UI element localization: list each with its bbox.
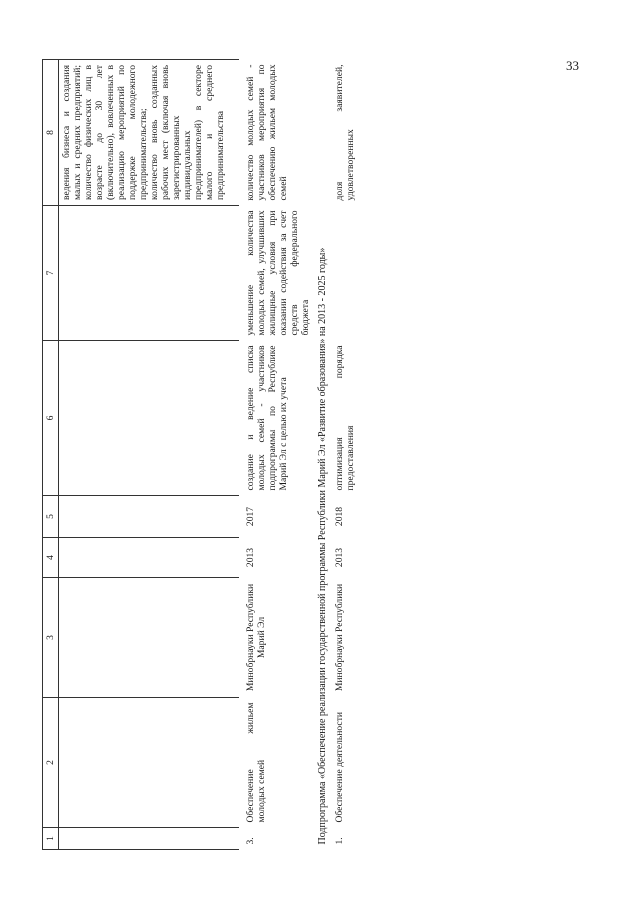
header-cell-4: 4 [43, 538, 59, 578]
rotated-page-content [42, 60, 562, 850]
header-cell-5: 5 [43, 496, 59, 538]
table-row [328, 60, 356, 850]
expected-result: создание и ведение списка молодых семей - участников подпрограммы по Республике Марий Эл с целью их учета [245, 345, 289, 491]
header-cell-8: 8 [43, 60, 59, 206]
cont-cell-7 [59, 206, 240, 341]
cont-cell-5 [59, 496, 240, 538]
cont-cell-2 [59, 698, 240, 828]
expected-result: оптимизация порядка предоставления [334, 345, 356, 491]
cont-cell-6 [59, 341, 240, 496]
executor: Минобрнауки Республики [334, 583, 345, 692]
continuation-row [59, 60, 240, 850]
cont-cell-4 [59, 538, 240, 578]
start-year: 2013 [334, 547, 345, 568]
row-number: 3. [245, 837, 256, 845]
page-number: 33 [566, 58, 579, 73]
start-year: 2013 [245, 547, 256, 568]
table-row [239, 60, 311, 850]
header-cell-7: 7 [43, 206, 59, 341]
non-implementation-consequence: уменьшение количества молодых семей, улучшивших жилищные условия при оказании содействия за счет средств федерального бюджета [245, 210, 311, 336]
header-cell-2: 2 [43, 698, 59, 828]
cont-cell-3 [59, 578, 240, 698]
indicator-continuation-text: ведения бизнеса и создания малых и средних предприятий; количество физических лиц в возрасте до 30 лет (включительно), вовлеченных в реализацию мероприятий по поддержке молодежного предпринимательства; количество вновь созданных рабочих мест (включая вновь зарегистрированных индивидуальных предпринимателей) в секторе малого и среднего предпринимательства [59, 60, 240, 206]
subprogram-title: Подпрограмма «Обеспечение реализации государственной программы Республики Марий Эл «Развитие образования» на 2013 - 2025 годы» [317, 247, 328, 845]
header-cell-1: 1 [43, 828, 59, 850]
header-cell-6: 6 [43, 341, 59, 496]
end-year: 2018 [334, 506, 345, 527]
indicator-link: количество молодых семей - участников мероприятия по обеспечению жильем молодых семей [245, 64, 289, 201]
program-table [42, 59, 356, 850]
cont-cell-1 [59, 828, 240, 850]
row-number: 1. [334, 837, 345, 845]
subprogram-row [311, 60, 328, 850]
executor: Минобрнауки Республики Марий Эл [245, 583, 267, 692]
header-row [43, 60, 59, 850]
measure-name: Обеспечение деятельности [334, 711, 345, 823]
indicator-link: доля заявителей, удовлетворенных [334, 64, 356, 201]
end-year: 2017 [245, 506, 256, 527]
header-cell-3: 3 [43, 578, 59, 698]
non-implementation-consequence [328, 206, 356, 341]
measure-name: Обеспечение жильем молодых семей [245, 702, 267, 823]
